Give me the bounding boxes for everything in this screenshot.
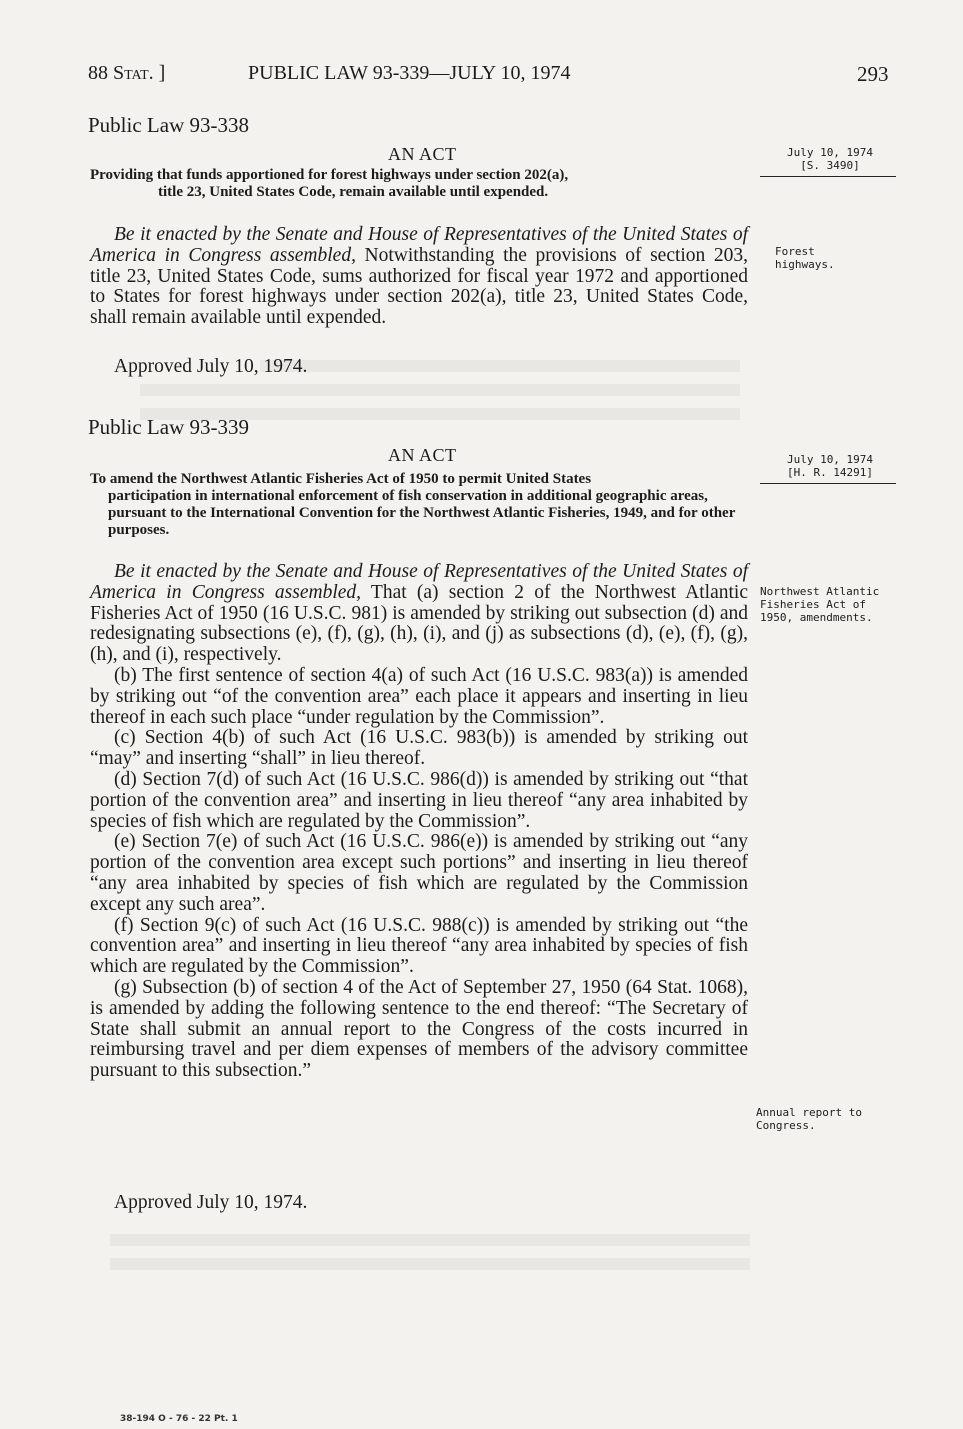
- bleed-through: [110, 1234, 750, 1246]
- law2-para-d: (d) Section 7(d) of such Act (16 U.S.C. 986(d)) is amended by striking out “that portion of the convention area” and inserting in lieu thereof “any area inhabited by species of fish which are regulated by the Commission”.: [90, 768, 748, 832]
- law2-margin-note2: Annual report to Congress.: [756, 1106, 862, 1132]
- law1-margin-rule: [760, 176, 896, 177]
- law1-title: Public Law 93-338: [88, 113, 249, 137]
- law2-approved: Approved July 10, 1974.: [114, 1192, 308, 1213]
- law1-purpose: [90, 167, 750, 201]
- law1-an-act: AN ACT: [388, 144, 457, 164]
- law2-para-e: (e) Section 7(e) of such Act (16 U.S.C. 986(e)) is amended by striking out “any portion of the convention area except such portions” and inserting in lieu thereof “any area inhabited by species of fish which are regulated by the Commission except any such area”.: [90, 831, 748, 915]
- law2-para-a: That (a) section 2 of the Northwest Atlantic Fisheries Act of 1950 (16 U.S.C. 981) is amended by striking out subsection (d) and redesignating subsections (e), (f), (g), (h), (i), and (j) as subsections (d), (e), (f), (g), (h), and (i), respectively.: [90, 581, 748, 666]
- law1-body-text: Notwithstanding the provisions of section 203, title 23, United States Code, sums authorized for fiscal year 1972 and apportioned to States for forest highways under section 202(a), title 23, United States Code, shall remain available until expended.: [90, 244, 748, 329]
- footer-printing-code: 38-194 O - 76 - 22 Pt. 1: [120, 1414, 238, 1424]
- law2-purpose-rest: participation in international enforcement of fish conservation in additional geographic areas, pursuant to the International Convention for the Northwest Atlantic Fisheries, 1949, and for other purposes.: [108, 488, 736, 538]
- law1-margin-bill: [S. 3490]: [800, 159, 860, 172]
- law2-para-f: (f) Section 9(c) of such Act (16 U.S.C. 988(c)) is amended by striking out “the convention area” and inserting in lieu thereof “any area inhabited by species of fish which are regulated by the Commission”.: [90, 914, 748, 978]
- law2-margin-note: Northwest Atlantic Fisheries Act of 1950, amendments.: [760, 585, 880, 624]
- law2-margin-date: July 10, 1974: [786, 453, 874, 466]
- law2-enacting-clause: Be it enacted by the Senate and House of Representatives of the United States of America in Congress assembled,: [90, 561, 748, 603]
- law1-purpose-line2: title 23, United States Code, remain available until expended.: [158, 184, 549, 200]
- law1-body: [90, 225, 748, 329]
- law1-purpose-line1: Providing that funds apportioned for forest highways under section 202(a),: [90, 167, 569, 183]
- law1-margin-note: Forest highways.: [775, 245, 835, 271]
- law2-purpose-line1: To amend the Northwest Atlantic Fisheries Act of 1950 to permit United States: [90, 471, 592, 487]
- law2-purpose: [90, 471, 750, 539]
- header-title: PUBLIC LAW 93-339—JULY 10, 1974: [248, 62, 571, 84]
- law2-margin-rule: [760, 483, 896, 484]
- law2-title: Public Law 93-339: [88, 415, 249, 439]
- law1-approved: Approved July 10, 1974.: [114, 356, 308, 377]
- law1-margin-date: July 10, 1974: [786, 146, 874, 159]
- law2-body: [90, 562, 748, 1082]
- law2-para-c: (c) Section 4(b) of such Act (16 U.S.C. 983(b)) is amended by striking out “may” and inserting “shall” in lieu thereof.: [90, 727, 748, 770]
- bleed-through: [140, 384, 740, 396]
- law1-enacting-clause: Be it enacted by the Senate and House of Representatives of the United States of America in Congress assembled,: [90, 224, 748, 266]
- law2-para-b: (b) The first sentence of section 4(a) of such Act (16 U.S.C. 983(a)) is amended by striking out “of the convention area” each place it appears and inserting in lieu thereof in each such place “under regulation by the Commission”.: [90, 664, 748, 728]
- page-number: 293: [857, 62, 889, 86]
- bleed-through: [110, 1258, 750, 1270]
- law2-para-g: (g) Subsection (b) of section 4 of the Act of September 27, 1950 (64 Stat. 1068), is amended by adding the following sentence to the end thereof: “The Secretary of State shall submit an annual report to the Congress of the costs incurred in reimbursing travel and per diem expenses of members of the advisory committee pursuant to this subsection.”: [90, 976, 748, 1082]
- header-volume: 88 Stat. ]: [88, 62, 166, 84]
- bleed-through: [260, 360, 740, 372]
- law2-an-act: AN ACT: [388, 445, 457, 465]
- law2-margin-bill: [H. R. 14291]: [786, 466, 874, 479]
